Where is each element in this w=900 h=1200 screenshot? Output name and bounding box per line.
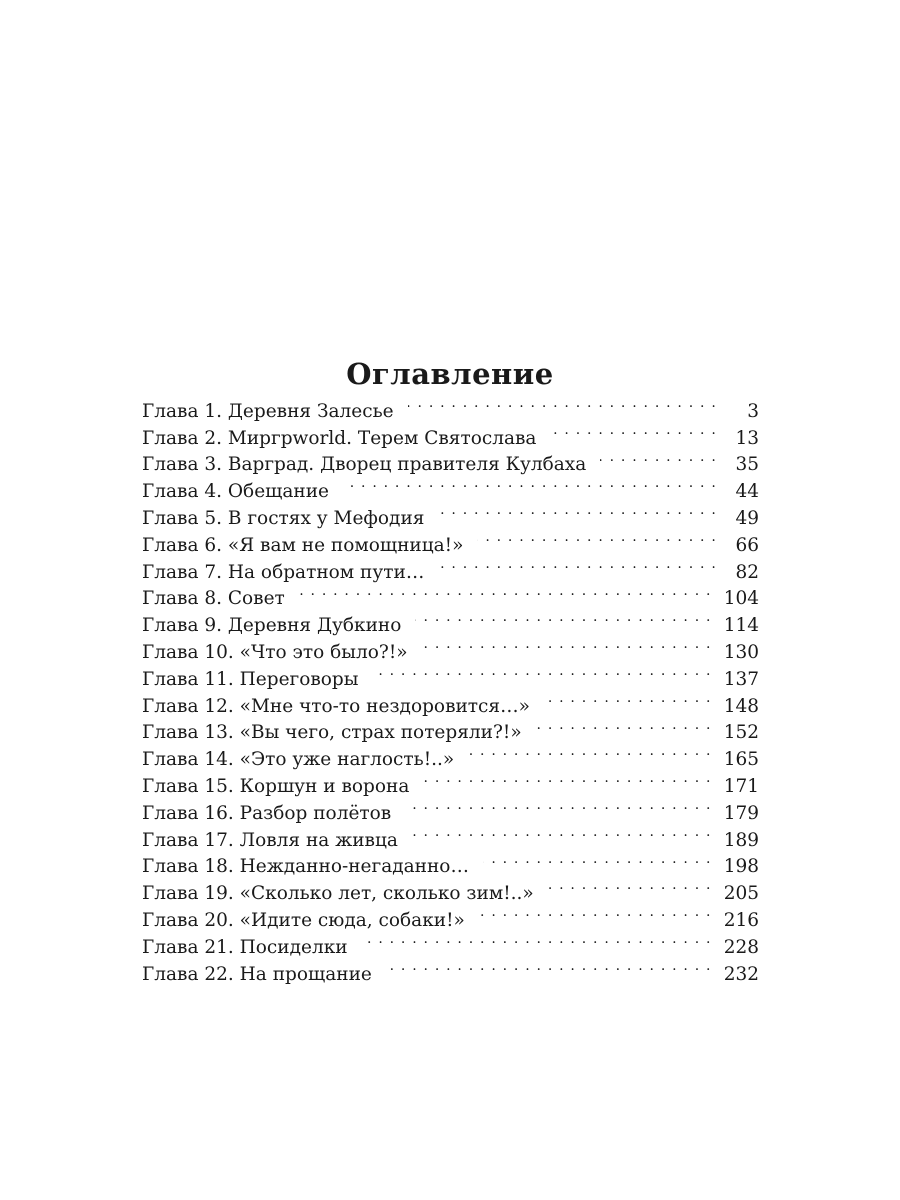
- dot-leader: [362, 926, 712, 953]
- dot-leader: [477, 524, 717, 551]
- toc-entry-title: Глава 10. «Что это было?!»: [142, 641, 408, 663]
- toc-entry-title: Глава 9. Деревня Дубкино: [142, 615, 402, 637]
- dot-leader: [415, 604, 711, 631]
- toc-entry-page: 189: [723, 829, 759, 851]
- toc-entry-title: Глава 12. «Мне что-то нездоровится…»: [142, 695, 530, 717]
- toc-entry-page: 137: [723, 668, 759, 690]
- dot-leader: [468, 738, 711, 765]
- dot-leader: [412, 819, 712, 846]
- toc-entry-title: Глава 5. В гостях у Мефодия: [142, 507, 425, 529]
- toc-entry-page: 148: [723, 695, 759, 717]
- dot-leader: [372, 658, 711, 685]
- toc-entry-page: 171: [723, 775, 759, 797]
- toc-entry-title: Глава 16. Разбор полётов: [142, 802, 392, 824]
- toc-entry-page: 216: [723, 909, 759, 931]
- dot-leader: [536, 712, 712, 739]
- toc-entry-title: Глава 18. Нежданно-негаданно…: [142, 856, 469, 878]
- toc-entry-page: 179: [723, 802, 759, 824]
- dot-leader: [550, 417, 717, 444]
- toc-entry-page: 205: [723, 883, 759, 905]
- toc-entry-title: Глава 21. Посиделки: [142, 936, 348, 958]
- toc-entry-title: Глава 11. Переговоры: [142, 668, 359, 690]
- page-title: Оглавление: [346, 357, 554, 392]
- dot-leader: [343, 470, 717, 497]
- dot-leader: [483, 846, 712, 873]
- dot-leader: [422, 631, 712, 658]
- toc-entry-page: 3: [747, 400, 759, 422]
- toc-entry-title: Глава 4. Обещание: [142, 481, 329, 503]
- toc-entry-page: 49: [735, 507, 759, 529]
- dot-leader: [423, 765, 711, 792]
- toc-entry-1: [142, 390, 759, 422]
- toc-entry-title: Глава 19. «Сколько лет, сколько зим!..»: [142, 883, 534, 905]
- toc-entry-title: Глава 13. «Вы чего, страх потеряли?!»: [142, 722, 522, 744]
- toc-entry-title: Глава 3. Варград. Дворец правителя Кулбаха: [142, 454, 587, 476]
- toc-entry-title: Глава 20. «Идите сюда, собаки!»: [142, 909, 465, 931]
- toc-entry-title: Глава 22. На прощание: [142, 963, 372, 985]
- toc-entry-page: 232: [723, 963, 759, 985]
- dot-leader: [600, 444, 717, 471]
- toc-entry-page: 66: [735, 534, 759, 556]
- dot-leader: [544, 685, 712, 712]
- toc-entry-page: 130: [723, 641, 759, 663]
- dot-leader: [299, 578, 712, 605]
- toc-entry-page: 165: [723, 749, 759, 771]
- toc-entry-title: Глава 15. Коршун и ворона: [142, 775, 410, 797]
- toc-entry-title: Глава 14. «Это уже наглость!..»: [142, 749, 455, 771]
- table-of-contents: [142, 390, 759, 985]
- toc-entry-page: 44: [735, 481, 759, 503]
- toc-entry-title: Глава 2. Миргрworld. Терем Святослава: [142, 427, 537, 449]
- toc-entry-title: Глава 17. Ловля на живца: [142, 829, 398, 851]
- toc-entry-title: Глава 6. «Я вам не помощница!»: [142, 534, 464, 556]
- dot-leader: [479, 899, 712, 926]
- toc-entry-page: 228: [723, 936, 759, 958]
- toc-entry-page: 82: [735, 561, 759, 583]
- dot-leader: [386, 953, 712, 980]
- toc-entry-page: 35: [735, 454, 759, 476]
- toc-entry-page: 104: [723, 588, 759, 610]
- toc-entry-title: Глава 7. На обратном пути…: [142, 561, 425, 583]
- toc-entry-page: 114: [723, 615, 759, 637]
- dot-leader: [438, 551, 717, 578]
- toc-entry-title: Глава 8. Совет: [142, 588, 285, 610]
- toc-entry-page: 13: [735, 427, 759, 449]
- dot-leader: [408, 390, 717, 417]
- toc-entry-title: Глава 1. Деревня Залесье: [142, 400, 394, 422]
- dot-leader: [438, 497, 717, 524]
- toc-entry-page: 198: [723, 856, 759, 878]
- toc-entry-page: 152: [723, 722, 759, 744]
- dot-leader: [405, 792, 712, 819]
- dot-leader: [548, 872, 712, 899]
